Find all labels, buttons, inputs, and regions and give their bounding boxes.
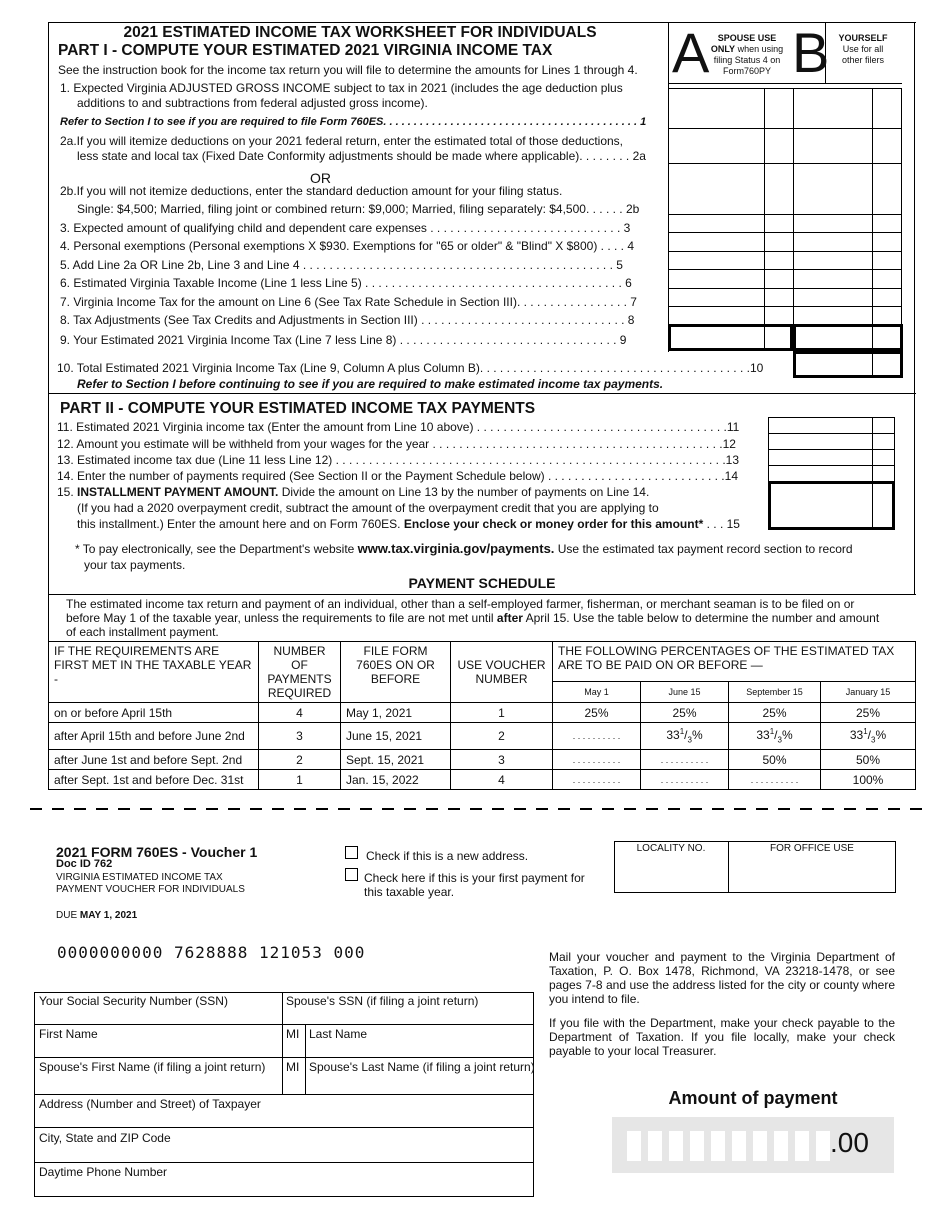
cut-line-dash (316, 808, 328, 810)
cut-line-dash (338, 808, 350, 810)
header-percentages: THE FOLLOWING PERCENTAGES OF THE ESTIMATED TAX ARE TO BE PAID ON OR BEFORE — (553, 642, 916, 682)
date-may-1: May 1 (553, 681, 641, 702)
pct-frac-den: 3 (871, 735, 876, 745)
line-2a-text-b: less state and local tax (Fixed Date Conformity adjustments should be made where applicable). . . . . . . . 2a (77, 149, 646, 163)
locality-label: LOCALITY NO. (636, 843, 706, 854)
cut-line-dash (382, 808, 394, 810)
row-requirement: after June 1st and before Sept. 2nd (49, 750, 259, 770)
column-a-note: when using filing Status 4 on Form760PY (713, 44, 784, 76)
row-11-line (768, 433, 895, 434)
row-pct-january: 50% (821, 750, 916, 770)
row-file-date: May 1, 2021 (341, 703, 451, 723)
voucher-doc-id: Doc ID 762 (56, 858, 113, 870)
amount-digit-box (711, 1131, 725, 1161)
cut-line-dash (822, 808, 834, 810)
row-payments: 2 (259, 750, 341, 770)
row-pct-january: 100% (821, 770, 916, 790)
schedule-intro-d: of each installment payment. (66, 625, 219, 639)
grid-row-3 (34, 1094, 534, 1095)
schedule-intro (66, 597, 911, 639)
row-requirement: on or before April 15th (49, 703, 259, 723)
column-b-letter: B (792, 21, 830, 84)
line-15-cents (872, 481, 873, 530)
pct-whole: 33 (849, 728, 864, 742)
cut-line-dash (888, 808, 900, 810)
new-address-label: Check if this is a new address. (366, 849, 529, 863)
cut-line-dash (580, 808, 592, 810)
row-voucher: 4 (451, 770, 553, 790)
grid-row-4 (34, 1127, 534, 1128)
cut-line-dash (800, 808, 812, 810)
line-8-text: 8. Tax Adjustments (See Tax Credits and Adjustments in Section III) . . . . . . . . . . . . . . . . . . . . . . . . . . . . . . . 8 (60, 313, 635, 327)
pct-sign: % (691, 728, 703, 742)
pct-frac-den: 3 (687, 735, 692, 745)
line-7-text: 7. Virginia Income Tax for the amount on Line 6 (See Tax Rate Schedule in Section III). . . . . . . . . . . . . . . . . 7 (60, 295, 637, 309)
row-file-date: June 15, 2021 (341, 723, 451, 750)
grid-row-1 (34, 1024, 534, 1025)
row-3-line (668, 232, 902, 233)
row-pct-may: . . . . . . . . . . (553, 770, 641, 790)
header-voucher-number: USE VOUCHER NUMBER (451, 642, 553, 703)
table-row (49, 703, 916, 723)
line-9-cents-b (872, 324, 873, 351)
cut-line-dash (602, 808, 614, 810)
header-number-of-payments: NUMBER OF PAYMENTS REQUIRED (259, 642, 341, 703)
grid-cents-a (764, 88, 765, 325)
schedule-intro-b: before May 1 of the taxable year, unless the requirements to file are not met until (66, 611, 494, 625)
first-name-field[interactable]: First Name (39, 1027, 98, 1041)
grid-col-last (305, 1024, 306, 1094)
cut-line-dash (624, 808, 636, 810)
or-separator: OR (310, 170, 331, 186)
row-pct-may: 25% (553, 703, 641, 723)
cut-line-dash (536, 808, 548, 810)
line-10-text: 10. Total Estimated 2021 Virginia Income Tax (Line 9, Column A plus Column B). . . . . . . . . . . . . . . . . . . . . . . . . . . . . . . . . . . . . . . . .10 (57, 361, 764, 375)
line-10-input[interactable] (793, 351, 903, 378)
line-9-text: 9. Your Estimated 2021 Virginia Income Tax (Line 7 less Line 8) . . . . . . . . . . . . . . . . . . . . . . . . . . . . . . . . . 9 (60, 333, 627, 347)
cut-line-dash (206, 808, 218, 810)
grid-cents-b (872, 88, 873, 325)
address-field[interactable]: Address (Number and Street) of Taxpayer (39, 1097, 261, 1111)
amount-of-payment-label: Amount of payment (668, 1088, 838, 1108)
amount-digit-box (648, 1131, 662, 1161)
amount-digit-box (816, 1131, 830, 1161)
cut-line-dash (426, 808, 438, 810)
cut-line-dash (96, 808, 108, 810)
cut-line-dash (228, 808, 240, 810)
line-11-text: 11. Estimated 2021 Virginia income tax (Enter the amount from Line 10 above) . . . . . . . . . . . . . . . . . . . . . . . . . . . . . . . . . . . . . .11 (57, 420, 740, 434)
table-row (49, 723, 916, 750)
line-9-cents-a (764, 324, 765, 351)
date-january-15: January 15 (821, 681, 916, 702)
row-pct-september: 50% (729, 750, 821, 770)
pct-frac-den: 3 (777, 735, 782, 745)
schedule-intro-a: The estimated income tax return and payment of an individual, other than a self-employed farmer, fisherman, or merchant seaman is to be filed on or (66, 597, 855, 611)
row-13-line (768, 465, 895, 466)
cut-line-dash (514, 808, 526, 810)
row-pct-september: 25% (729, 703, 821, 723)
column-b-title: YOURSELF (838, 33, 888, 43)
cut-line-dash (690, 808, 702, 810)
amount-digit-box (795, 1131, 809, 1161)
worksheet-title: 2021 ESTIMATED INCOME TAX WORKSHEET FOR INDIVIDUALS (123, 24, 597, 41)
line-15-enclose: Enclose your check or money order for this amount* (403, 517, 704, 531)
frame-top (48, 22, 916, 23)
table-row (49, 750, 916, 770)
row-requirement: after April 15th and before June 2nd (49, 723, 259, 750)
column-a-title: SPOUSE USE ONLY (710, 33, 777, 54)
cut-line-dash (360, 808, 372, 810)
row-1-line (668, 128, 902, 129)
pct-sign: % (875, 728, 887, 742)
line-15-text-a (57, 485, 649, 499)
grid-col-mi (282, 992, 283, 1094)
amount-digit-box (669, 1131, 683, 1161)
column-a-letter: A (672, 21, 710, 84)
electronic-payment-note (75, 542, 905, 556)
due-date-value: MAY 1, 2021 (79, 910, 138, 921)
spouse-last-name-field[interactable]: Spouse's Last Name (if filing a joint return) (309, 1060, 535, 1074)
amount-cents: .00 (830, 1127, 869, 1158)
spouse-first-name-field[interactable]: Spouse's First Name (if filing a joint return) (39, 1060, 266, 1074)
row-file-date: Jan. 15, 2022 (341, 770, 451, 790)
cut-line-dash (866, 808, 878, 810)
note-text-b: Use the estimated tax payment record section to record (557, 542, 853, 556)
cut-line-dash (294, 808, 306, 810)
cut-line-dash (712, 808, 724, 810)
spouse-ssn-field[interactable]: Spouse's SSN (if filing a joint return) (286, 994, 479, 1008)
cut-line-dash (734, 808, 746, 810)
pct-frac-num: 1 (863, 727, 868, 736)
table-row (49, 770, 916, 790)
date-september-15: September 15 (729, 681, 821, 702)
cut-line-dash (910, 808, 922, 810)
cut-line-dash (52, 808, 64, 810)
line-10-cents (872, 351, 873, 378)
voucher-title: 2021 FORM 760ES - Voucher 1 (56, 844, 258, 860)
line-10-note: Refer to Section I before continuing to see if you are required to make estimated income tax payments. (77, 377, 664, 391)
cut-line-dash (646, 808, 658, 810)
cut-line-dash (844, 808, 856, 810)
row-payments: 1 (259, 770, 341, 790)
mi-field[interactable]: MI (286, 1027, 300, 1041)
row-pct-september: $33^1/_3\%$ (729, 723, 821, 750)
part-divider (48, 393, 916, 394)
line-9-column-b-input[interactable] (793, 324, 903, 351)
cut-line-dash (184, 808, 196, 810)
ssn-field[interactable]: Your Social Security Number (SSN) (39, 994, 228, 1008)
row-pct-june: . . . . . . . . . . (641, 770, 729, 790)
line-1-text-c: Refer to Section I to see if you are required to file Form 760ES. . . . . . . . . . . . . . . . . . . . . . . . . . . . . . . . . . . . . . . . . . 1 (60, 116, 647, 128)
cut-line-dash (404, 808, 416, 810)
row-pct-september: . . . . . . . . . . (729, 770, 821, 790)
line-15-number: 15. (57, 485, 74, 499)
line-15-title: INSTALLMENT PAYMENT AMOUNT. (77, 485, 279, 499)
due-label: DUE (56, 910, 78, 921)
row-pct-january: 25% (821, 703, 916, 723)
row-file-date: Sept. 15, 2021 (341, 750, 451, 770)
row-pct-january: $33^1/_3\%$ (821, 723, 916, 750)
cut-line-dash (492, 808, 504, 810)
line-5-text: 5. Add Line 2a OR Line 2b, Line 3 and Line 4 . . . . . . . . . . . . . . . . . . . . . . . . . . . . . . . . . . . . . . . . . . . . . . . 5 (60, 258, 623, 272)
line-15-instruction: Divide the amount on Line 13 by the number of payments on Line 14. (281, 485, 650, 499)
row-5-line (668, 269, 902, 270)
row-voucher: 3 (451, 750, 553, 770)
phone-field[interactable]: Daytime Phone Number (39, 1165, 168, 1179)
schedule-intro-c: April 15. Use the table below to determine the number and amount (525, 611, 880, 625)
mailing-instructions: Mail your voucher and payment to the Virginia Department of Taxation, P. O. Box 1478, Richmond, VA 23218-1478, or see pages 7-8 and use the address listed for the city or county where you intend to file. (549, 950, 895, 1006)
cut-line-dash (30, 808, 42, 810)
cut-line-dash (778, 808, 790, 810)
pct-whole: 33 (756, 728, 770, 742)
cut-line-dash (74, 808, 86, 810)
pct-sign: % (781, 728, 793, 742)
schedule-top-line (48, 594, 916, 595)
line-15-text-c (77, 517, 740, 531)
row-voucher: 2 (451, 723, 553, 750)
pct-frac-num: 1 (679, 727, 685, 736)
entry-grid-part1 (668, 88, 902, 325)
line-13-text: 13. Estimated income tax due (Line 11 less Line 12) . . . . . . . . . . . . . . . . . . . . . . . . . . . . . . . . . . . . . . . . . . . . . . . . . . . . . . . . . . .13 (57, 453, 740, 467)
office-use-label: FOR OFFICE USE (770, 843, 854, 854)
line-15-dots: . . . 15 (706, 517, 740, 531)
cut-line-dash (470, 808, 482, 810)
payment-schedule-table (48, 641, 916, 790)
row-pct-may: . . . . . . . . . . (553, 723, 641, 750)
row-pct-june: . . . . . . . . . . (641, 750, 729, 770)
grid-row-5 (34, 1162, 534, 1163)
header-file-form: FILE FORM 760ES ON OR BEFORE (341, 642, 451, 703)
row-pct-may: . . . . . . . . . . (553, 750, 641, 770)
amount-digit-box (774, 1131, 788, 1161)
row-voucher: 1 (451, 703, 553, 723)
note-text-c: your tax payments. (84, 558, 186, 572)
last-name-field[interactable]: Last Name (309, 1027, 368, 1041)
cut-line-dash (140, 808, 152, 810)
amount-digit-box (753, 1131, 767, 1161)
date-june-15: June 15 (641, 681, 729, 702)
pct-frac-num: 1 (769, 727, 775, 736)
spouse-mi-field[interactable]: MI (286, 1060, 300, 1074)
row-payments: 3 (259, 723, 341, 750)
scanline: 0000000000 7628888 121053 000 (57, 943, 366, 962)
grid-row-2 (34, 1057, 534, 1058)
cut-line-dash (756, 808, 768, 810)
line-12-text: 12. Amount you estimate will be withheld from your wages for the year . . . . . . . . . . . . . . . . . . . . . . . . . . . . . . . . . . . . . . . . . . . .12 (57, 437, 736, 451)
note-text-a: * To pay electronically, see the Department's website (75, 542, 355, 556)
schedule-intro-after: after (496, 611, 523, 625)
line-15-input[interactable] (768, 481, 895, 530)
column-a-description (706, 33, 788, 77)
payable-instructions: If you file with the Department, make your check payable to the Department of Taxation. If you file locally, make your check payable to your local Treasurer. (549, 1016, 895, 1058)
row-2a-line (668, 163, 902, 164)
column-b-note: Use for all other filers (841, 44, 885, 65)
cut-line-dash (250, 808, 262, 810)
row-2b-line (668, 214, 902, 215)
amount-digit-box (732, 1131, 746, 1161)
line-3-text: 3. Expected amount of qualifying child and dependent care expenses . . . . . . . . . . . . . . . . . . . . . . . . . . . . . 3 (60, 221, 631, 235)
voucher-subtitle-1: VIRGINIA ESTIMATED INCOME TAX (56, 872, 223, 883)
schedule-title: PAYMENT SCHEDULE (408, 575, 556, 591)
row-4-line (668, 251, 902, 252)
cut-line-dash (162, 808, 174, 810)
line-1-text-a: 1. Expected Virginia ADJUSTED GROSS INCOME subject to tax in 2021 (includes the age deduction plus (60, 81, 623, 95)
city-state-zip-field[interactable]: City, State and ZIP Code (39, 1131, 171, 1145)
line-14-text: 14. Enter the number of payments required (See Section II or the Payment Schedule below) . . . . . . . . . . . . . . . . . . . . . . . . . . .14 (57, 469, 738, 483)
row-6-line (668, 288, 902, 289)
part2-title: PART II - COMPUTE YOUR ESTIMATED INCOME TAX PAYMENTS (60, 400, 536, 417)
row-pct-june: $33^1/_3\%$ (641, 723, 729, 750)
new-address-checkbox[interactable] (345, 846, 358, 859)
row-requirement: after Sept. 1st and before Dec. 31st (49, 770, 259, 790)
line-6-text: 6. Estimated Virginia Taxable Income (Line 1 less Line 5) . . . . . . . . . . . . . . . . . . . . . . . . . . . . . . . . . . . . . . . 6 (60, 276, 632, 290)
row-7-line (668, 306, 902, 307)
line-4-text: 4. Personal exemptions (Personal exemptions X $930. Exemptions for "65 or older" & "Blind" X $800) . . . . 4 (60, 239, 635, 253)
cut-line-dash (558, 808, 570, 810)
amount-digit-box (690, 1131, 704, 1161)
column-b-description (832, 33, 894, 66)
first-payment-label: Check here if this is your first payment for this taxable year. (364, 871, 585, 899)
amount-digit-box (627, 1131, 641, 1161)
line-15-instruction-c: this installment.) Enter the amount here and on Form 760ES. (77, 517, 401, 531)
frame-right (914, 22, 915, 594)
line-9-column-a-input[interactable] (668, 324, 793, 351)
cut-line-dash (272, 808, 284, 810)
first-payment-checkbox[interactable] (345, 868, 358, 881)
row-12-line (768, 449, 895, 450)
line-2b-text-a: 2b.If you will not itemize deductions, enter the standard deduction amount for your filing status. (60, 184, 563, 198)
voucher-subtitle-2: PAYMENT VOUCHER FOR INDIVIDUALS (56, 884, 245, 895)
line-2b-text-b: Single: $4,500; Married, filing joint or combined return: $9,000; Married, filing separately: $4,500. . . . . . 2b (77, 202, 640, 216)
part1-intro: See the instruction book for the income tax return you will file to determine the amounts for Lines 1 through 4. (58, 63, 638, 77)
header-requirements: IF THE REQUIREMENTS ARE FIRST MET IN THE TAXABLE YEAR - (49, 642, 259, 703)
line-2a-text-a: 2a.If you will itemize deductions on your 2021 federal return, enter the estimated total of those deductions, (60, 134, 623, 148)
cut-line-dash (118, 808, 130, 810)
part1-title: PART I - COMPUTE YOUR ESTIMATED 2021 VIRGINIA INCOME TAX (58, 42, 553, 59)
row-pct-june: 25% (641, 703, 729, 723)
line-15-text-b: (If you had a 2020 overpayment credit, subtract the amount of the overpayment credit that you are applying to (77, 501, 659, 515)
payments-website-link[interactable]: www.tax.virginia.gov/payments. (357, 541, 555, 556)
pct-whole: 33 (666, 728, 680, 742)
line-1-text-b: additions to and subtractions from federal adjusted gross income). (77, 96, 428, 110)
grid-col-a-b (793, 88, 794, 325)
due-date (56, 910, 137, 922)
row-payments: 4 (259, 703, 341, 723)
cut-line-dash (448, 808, 460, 810)
cut-line-dash (668, 808, 680, 810)
